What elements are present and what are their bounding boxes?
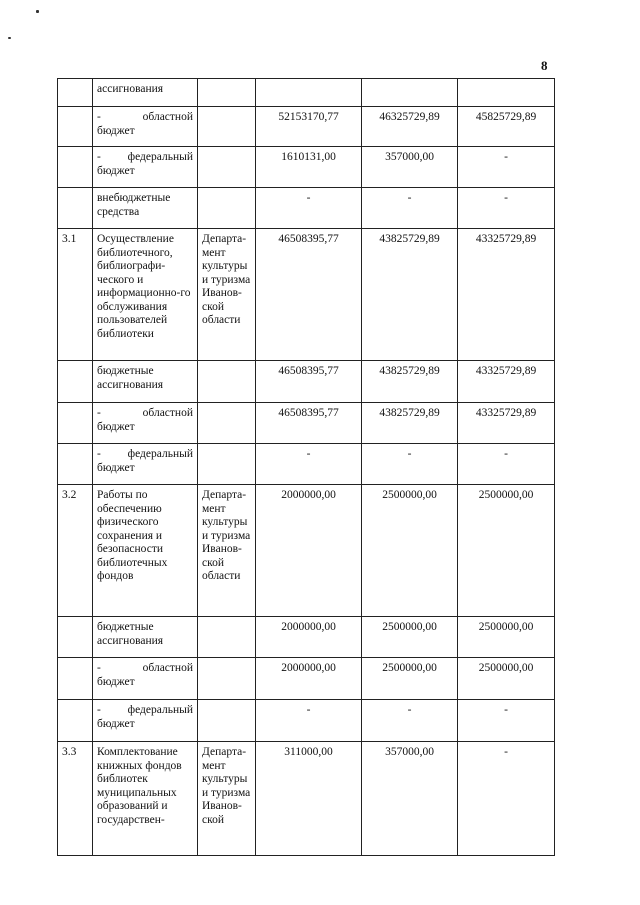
- amount-year-1: 46508395,77: [256, 403, 362, 444]
- row-name-rest: бюджет: [97, 717, 135, 730]
- amount-year-1: 46508395,77: [256, 361, 362, 403]
- amount-year-2: 2500000,00: [362, 658, 458, 700]
- amount-year-3: 45825729,89: [458, 107, 555, 147]
- row-name-rest: бюджет: [97, 675, 135, 688]
- amount-year-1: 46508395,77: [256, 229, 362, 361]
- amount-year-1: 2000000,00: [256, 485, 362, 617]
- amount-year-2: -: [362, 700, 458, 742]
- row-number: [58, 444, 93, 485]
- table-row: [58, 147, 555, 188]
- row-name-rest: бюджет: [97, 461, 135, 474]
- scan-speck: [36, 10, 39, 13]
- row-executor: Департа-мент культуры и туризма Иванов-ской: [198, 742, 256, 856]
- row-number: 3.3: [58, 742, 93, 856]
- row-name-first-line: - областной: [97, 407, 193, 419]
- row-name-rest: бюджет: [97, 164, 135, 177]
- amount-year-1: [256, 79, 362, 107]
- row-name-first-line: - федеральный: [97, 704, 193, 716]
- amount-year-1: -: [256, 700, 362, 742]
- amount-year-2: 46325729,89: [362, 107, 458, 147]
- table-row: [58, 79, 555, 107]
- amount-year-3: [458, 79, 555, 107]
- row-name: ассигнования: [93, 79, 198, 107]
- row-name: Комплектование книжных фондов библиотек муниципальных образований и государствен-: [93, 742, 198, 856]
- amount-year-3: -: [458, 444, 555, 485]
- row-executor: [198, 147, 256, 188]
- row-name-first-line: - федеральный: [97, 448, 193, 460]
- row-executor: [198, 700, 256, 742]
- row-number: [58, 79, 93, 107]
- amount-year-2: 2500000,00: [362, 485, 458, 617]
- row-executor: [198, 617, 256, 658]
- table-row: [58, 742, 555, 856]
- amount-year-3: 43325729,89: [458, 229, 555, 361]
- table-row: [58, 403, 555, 444]
- amount-year-2: 357000,00: [362, 742, 458, 856]
- row-executor: [198, 403, 256, 444]
- amount-year-3: 2500000,00: [458, 485, 555, 617]
- amount-year-2: 43825729,89: [362, 361, 458, 403]
- row-name-first-line: - областной: [97, 662, 193, 674]
- row-name: Осуществление библиотечного, библиографи-ческого и информационно-го обслуживания пользователей библиотеки: [93, 229, 198, 361]
- table-row: [58, 229, 555, 361]
- row-name-rest: бюджет: [97, 124, 135, 137]
- amount-year-2: -: [362, 188, 458, 229]
- amount-year-3: -: [458, 147, 555, 188]
- row-number: [58, 700, 93, 742]
- row-name-rest: бюджет: [97, 420, 135, 433]
- scan-speck: [8, 37, 11, 39]
- row-name-first-line: - федеральный: [97, 151, 193, 163]
- amount-year-2: [362, 79, 458, 107]
- row-executor: [198, 79, 256, 107]
- amount-year-2: 43825729,89: [362, 229, 458, 361]
- table-row: [58, 658, 555, 700]
- row-number: [58, 147, 93, 188]
- amount-year-1: 2000000,00: [256, 617, 362, 658]
- row-executor: Департа-мент культуры и туризма Иванов-ской области: [198, 229, 256, 361]
- amount-year-1: 2000000,00: [256, 658, 362, 700]
- amount-year-1: 1610131,00: [256, 147, 362, 188]
- row-name: бюджетные ассигнования: [93, 617, 198, 658]
- row-number: [58, 658, 93, 700]
- amount-year-1: -: [256, 444, 362, 485]
- row-executor: [198, 361, 256, 403]
- table-row: [58, 444, 555, 485]
- amount-year-3: 43325729,89: [458, 403, 555, 444]
- row-number: [58, 403, 93, 444]
- row-name: бюджетные ассигнования: [93, 361, 198, 403]
- amount-year-1: -: [256, 188, 362, 229]
- row-name: [93, 147, 198, 188]
- amount-year-3: -: [458, 742, 555, 856]
- row-name: Работы по обеспечению физического сохранения и безопасности библиотечных фондов: [93, 485, 198, 617]
- row-name: внебюджетные средства: [93, 188, 198, 229]
- table-row: [58, 188, 555, 229]
- row-name-first-line: - областной: [97, 111, 193, 123]
- row-executor: [198, 444, 256, 485]
- budget-table: [57, 78, 555, 856]
- row-number: [58, 188, 93, 229]
- row-name: [93, 444, 198, 485]
- row-name: [93, 700, 198, 742]
- amount-year-2: 357000,00: [362, 147, 458, 188]
- amount-year-3: -: [458, 700, 555, 742]
- row-number: [58, 361, 93, 403]
- amount-year-3: -: [458, 188, 555, 229]
- amount-year-3: 43325729,89: [458, 361, 555, 403]
- amount-year-1: 52153170,77: [256, 107, 362, 147]
- row-executor: [198, 658, 256, 700]
- row-executor: Департа-мент культуры и туризма Иванов-ской области: [198, 485, 256, 617]
- amount-year-2: 43825729,89: [362, 403, 458, 444]
- row-name: [93, 403, 198, 444]
- row-executor: [198, 107, 256, 147]
- amount-year-2: -: [362, 444, 458, 485]
- row-number: 3.2: [58, 485, 93, 617]
- table-row: [58, 107, 555, 147]
- table-row: [58, 617, 555, 658]
- table-row: [58, 485, 555, 617]
- row-name: [93, 658, 198, 700]
- amount-year-3: 2500000,00: [458, 617, 555, 658]
- row-number: 3.1: [58, 229, 93, 361]
- row-number: [58, 617, 93, 658]
- amount-year-3: 2500000,00: [458, 658, 555, 700]
- page-number: 8: [541, 58, 548, 73]
- row-number: [58, 107, 93, 147]
- table-row: [58, 361, 555, 403]
- row-name: [93, 107, 198, 147]
- row-executor: [198, 188, 256, 229]
- table-row: [58, 700, 555, 742]
- amount-year-1: 311000,00: [256, 742, 362, 856]
- amount-year-2: 2500000,00: [362, 617, 458, 658]
